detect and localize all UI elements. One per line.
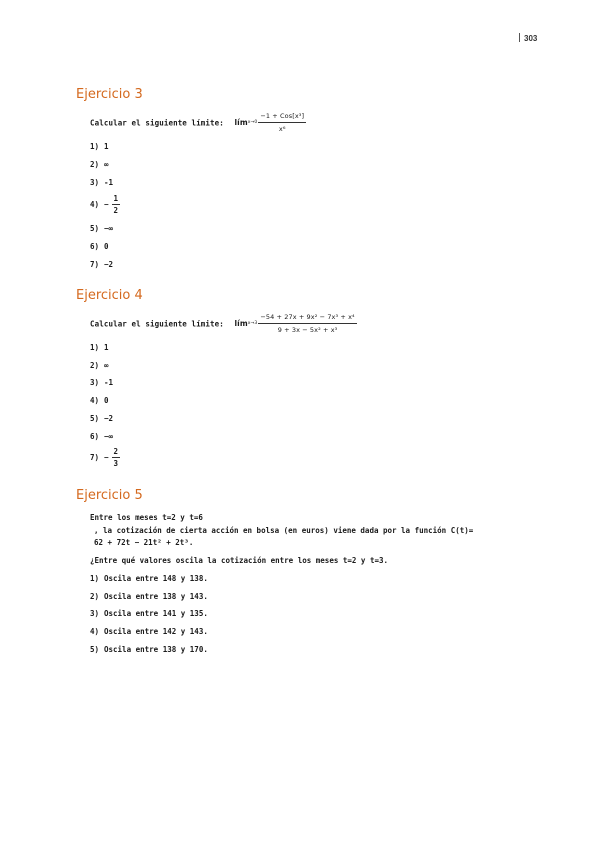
option-value: −∞ — [104, 224, 114, 233]
ex5-option-1 — [90, 574, 208, 583]
ex3-option-2 — [90, 160, 109, 169]
option-index: 3) — [90, 378, 100, 387]
ex5-option-5 — [90, 645, 208, 654]
ex4-lim-word: lím — [234, 319, 248, 328]
page-number — [519, 33, 537, 43]
option-index: 2) — [90, 592, 100, 601]
ex3-option-3 — [90, 178, 113, 187]
ex5-option-4 — [90, 627, 208, 636]
ex4-option-7 — [90, 447, 120, 468]
option-fraction-den: 2 — [113, 206, 119, 215]
option-value: Oscila entre 148 y 138. — [104, 574, 208, 583]
ex5-heading: Ejercicio 5 — [76, 488, 143, 503]
option-index: 1) — [90, 574, 100, 583]
option-value: −∞ — [104, 432, 114, 441]
option-index: 2) — [90, 361, 100, 370]
ex3-option-6 — [90, 242, 109, 251]
ex3-numerator: −1 + Cos[x³] — [258, 112, 306, 123]
option-index: 2) — [90, 160, 100, 169]
option-value: -1 — [104, 178, 114, 187]
option-value: Oscila entre 142 y 143. — [104, 627, 208, 636]
ex3-limit — [234, 112, 306, 133]
option-index: 4) — [90, 627, 100, 636]
option-index: 5) — [90, 414, 100, 423]
ex4-statement — [90, 313, 357, 334]
option-index: 4) — [90, 200, 100, 209]
ex4-heading: Ejercicio 4 — [76, 288, 143, 303]
ex3-lim-sub: x→0 — [247, 120, 258, 125]
option-index: 3) — [90, 609, 100, 618]
ex4-fraction — [258, 313, 356, 334]
ex4-option-3 — [90, 378, 113, 387]
option-value: Oscila entre 138 y 170. — [104, 645, 208, 654]
ex5-option-2 — [90, 592, 208, 601]
ex5-option-3 — [90, 609, 208, 618]
ex3-fraction — [258, 112, 306, 133]
option-index: 6) — [90, 432, 100, 441]
option-fraction — [112, 447, 121, 468]
ex3-statement — [90, 112, 306, 133]
option-value: 1 — [104, 343, 109, 352]
option-fraction-den: 3 — [113, 459, 119, 468]
ex5-question: ¿Entre qué valores oscila la cotización entre los meses t=2 y t=3. — [90, 556, 389, 565]
ex5-line-1: Entre los meses t=2 y t=6 — [90, 513, 203, 522]
option-index: 1) — [90, 142, 100, 151]
option-index: 6) — [90, 242, 100, 251]
option-value: −2 — [104, 260, 114, 269]
option-value: −2 — [104, 414, 114, 423]
ex4-option-4 — [90, 396, 109, 405]
option-index: 7) — [90, 453, 100, 462]
option-value: ∞ — [104, 160, 109, 169]
option-value: ∞ — [104, 361, 109, 370]
ex3-lim-word: lím — [234, 118, 248, 127]
option-sign: − — [104, 200, 109, 209]
ex4-option-1 — [90, 343, 109, 352]
ex3-option-5 — [90, 224, 113, 233]
ex5-line-3: 62 + 72t − 21t² + 2t³. — [94, 538, 194, 547]
option-value: Oscila entre 141 y 135. — [104, 609, 208, 618]
option-fraction — [112, 194, 121, 215]
option-fraction-num: 1 — [113, 194, 119, 203]
option-value: 0 — [104, 396, 109, 405]
option-index: 3) — [90, 178, 100, 187]
option-value: 0 — [104, 242, 109, 251]
ex4-option-2 — [90, 361, 109, 370]
option-value: 1 — [104, 142, 109, 151]
ex3-option-7 — [90, 260, 113, 269]
page-number-text: 303 — [524, 34, 538, 43]
ex4-numerator: −54 + 27x + 9x² − 7x³ + x⁴ — [258, 313, 356, 324]
ex3-option-4 — [90, 194, 120, 215]
ex3-statement-text: Calcular el siguiente límite: — [90, 118, 224, 128]
option-sign: − — [104, 453, 109, 462]
ex5-line-2: , la cotización de cierta acción en bolsa (en euros) viene dada por la función C(t)= — [94, 526, 474, 535]
ex4-lim-sub: x→3 — [247, 321, 258, 326]
page-number-divider — [519, 33, 520, 42]
option-index: 5) — [90, 224, 100, 233]
option-fraction-num: 2 — [113, 447, 119, 456]
ex3-option-1 — [90, 142, 109, 151]
ex4-option-5 — [90, 414, 113, 423]
option-value: Oscila entre 138 y 143. — [104, 592, 208, 601]
ex4-limit — [234, 313, 356, 334]
ex4-statement-text: Calcular el siguiente límite: — [90, 319, 224, 329]
option-value: -1 — [104, 378, 114, 387]
option-index: 1) — [90, 343, 100, 352]
option-index: 7) — [90, 260, 100, 269]
option-index: 4) — [90, 396, 100, 405]
ex3-heading: Ejercicio 3 — [76, 87, 143, 102]
ex4-denominator: 9 + 3x − 5x² + x³ — [277, 326, 338, 334]
ex3-denominator: x⁶ — [278, 125, 286, 133]
option-index: 5) — [90, 645, 100, 654]
ex4-option-6 — [90, 432, 113, 441]
